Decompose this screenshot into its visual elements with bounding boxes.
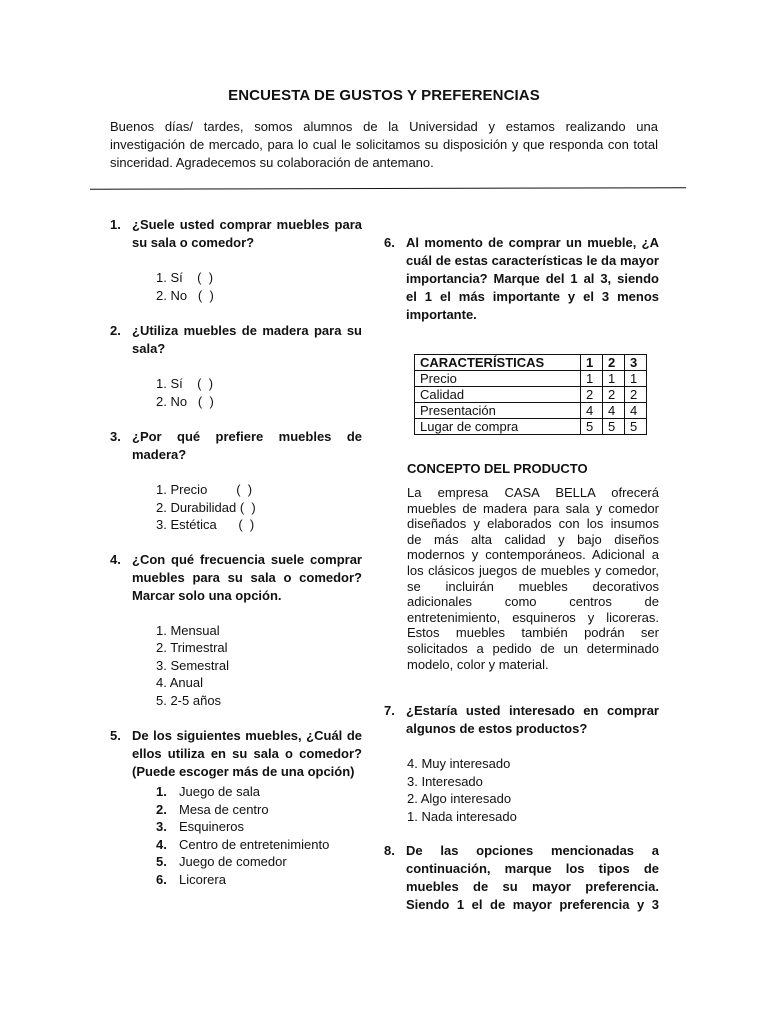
option-number: 5. bbox=[156, 854, 167, 869]
option[interactable]: 1. Mensual bbox=[156, 622, 220, 638]
question-7 bbox=[384, 702, 659, 738]
option[interactable]: 3. Semestral bbox=[156, 657, 229, 673]
table-row bbox=[415, 371, 647, 387]
question-number: 4. bbox=[110, 551, 121, 567]
table-cell[interactable]: 5 bbox=[603, 419, 625, 435]
table-cell[interactable]: 1 bbox=[581, 371, 603, 387]
right-column bbox=[384, 234, 659, 914]
table-cell: Lugar de compra bbox=[415, 419, 581, 435]
table-cell[interactable]: 4 bbox=[625, 403, 647, 419]
option-number: 4. bbox=[156, 836, 167, 852]
option-label: Licorera bbox=[179, 871, 226, 887]
document-title: ENCUESTA DE GUSTOS Y PREFERENCIAS bbox=[228, 87, 540, 104]
table-cell: Precio bbox=[415, 371, 581, 387]
option[interactable]: 4. Anual bbox=[156, 675, 203, 690]
option[interactable]: 4. Muy interesado bbox=[407, 756, 511, 772]
question-text: De las opciones mencionadas a continuación, marque los tipos de muebles de su mayor preferencia. Siendo 1 el de mayor preferencia y 3 bbox=[406, 843, 659, 913]
option[interactable]: 5. 2-5 años bbox=[156, 692, 222, 708]
option-number: 1. bbox=[156, 784, 167, 799]
option-label: Mesa de centro bbox=[179, 801, 269, 817]
question-2-options bbox=[156, 375, 362, 410]
question-text: ¿Suele usted comprar muebles para su sala o comedor? bbox=[132, 217, 362, 250]
table-cell[interactable]: 4 bbox=[581, 403, 603, 419]
left-column bbox=[110, 216, 362, 888]
option-label: Juego de sala bbox=[179, 784, 260, 799]
question-text: ¿Utiliza muebles de madera para su sala? bbox=[132, 323, 362, 356]
table-cell[interactable]: 5 bbox=[625, 419, 647, 435]
table-cell[interactable]: 5 bbox=[581, 419, 603, 435]
option[interactable] bbox=[156, 871, 362, 889]
table-header: 2 bbox=[603, 355, 625, 371]
table-cell[interactable]: 1 bbox=[603, 371, 625, 387]
option[interactable]: 3. Estética ( ) bbox=[156, 517, 255, 532]
option-label: Centro de entretenimiento bbox=[179, 836, 330, 852]
question-1-options bbox=[156, 269, 362, 304]
option[interactable]: 2. Trimestral bbox=[156, 640, 228, 655]
option[interactable]: 2. No ( ) bbox=[156, 393, 214, 409]
table-header-row bbox=[415, 355, 647, 371]
table-row bbox=[415, 403, 647, 419]
question-6 bbox=[384, 234, 659, 324]
option[interactable] bbox=[156, 836, 362, 854]
option-number: 2. bbox=[156, 801, 167, 817]
table-header: 3 bbox=[625, 355, 647, 371]
question-2 bbox=[110, 322, 362, 358]
question-number: 6. bbox=[384, 235, 395, 250]
option[interactable]: 1. Precio ( ) bbox=[156, 482, 253, 497]
table-header: 1 bbox=[581, 355, 603, 371]
question-text: De los siguientes muebles, ¿Cuál de ellos utiliza en su sala o comedor? (Puede escoger más de una opción) bbox=[132, 728, 362, 779]
option[interactable] bbox=[156, 783, 362, 801]
table-cell[interactable]: 2 bbox=[603, 387, 625, 403]
question-number: 7. bbox=[384, 703, 395, 719]
option-label: Juego de comedor bbox=[179, 854, 287, 869]
question-3-options bbox=[156, 481, 362, 534]
option[interactable]: 1. Sí ( ) bbox=[156, 270, 214, 285]
option[interactable] bbox=[156, 801, 362, 819]
question-text: ¿Con qué frecuencia suele comprar muebles para su sala o comedor? Marcar solo una opción. bbox=[132, 551, 362, 603]
question-text: ¿Por qué prefiere muebles de madera? bbox=[132, 429, 362, 462]
question-3 bbox=[110, 428, 362, 464]
characteristics-table bbox=[414, 354, 647, 435]
divider-line bbox=[90, 187, 686, 190]
option[interactable]: 1. Nada interesado bbox=[407, 808, 517, 824]
question-number: 8. bbox=[384, 843, 395, 859]
table-cell[interactable]: 4 bbox=[603, 403, 625, 419]
option-number: 6. bbox=[156, 871, 167, 887]
question-text: ¿Estaría usted interesado en comprar algunos de estos productos? bbox=[406, 703, 659, 737]
option[interactable]: 2. Algo interesado bbox=[407, 791, 512, 807]
question-text: Al momento de comprar un mueble, ¿A cuál de estas características le da mayor importancia? Marque del 1 al 3, siendo el 1 el más importante y el 3 menos importante. bbox=[406, 235, 659, 322]
table-cell[interactable]: 1 bbox=[625, 371, 647, 387]
table-row bbox=[415, 387, 647, 403]
question-number: 3. bbox=[110, 429, 121, 444]
option[interactable]: 2. Durabilidad ( ) bbox=[156, 499, 256, 515]
question-4-options bbox=[156, 622, 362, 710]
question-5 bbox=[110, 727, 362, 781]
table-cell: Calidad bbox=[415, 387, 581, 403]
option[interactable] bbox=[156, 818, 362, 836]
table-cell: Presentación bbox=[415, 403, 581, 419]
question-1 bbox=[110, 216, 362, 252]
question-4 bbox=[110, 551, 362, 605]
question-number: 2. bbox=[110, 323, 121, 338]
question-number: 5. bbox=[110, 728, 121, 743]
question-5-options bbox=[156, 783, 362, 888]
concepto-paragraph: La empresa CASA BELLA ofrecerá muebles de madera para sala y comedor diseñados y elaborados con los insumos de más alta calidad y bajo diseños modernos y contemporáneos. Adicional a los clásicos juegos de muebles y comedor, se incluirán muebles decorativos adicionales como centros de entretenimiento, esquineros y licoreras. Estos muebles también podrán ser solicitados a pedido de un determinado modelo, color y material. bbox=[407, 485, 659, 672]
option[interactable]: 2. No ( ) bbox=[156, 287, 214, 303]
question-7-options bbox=[407, 755, 659, 825]
option[interactable]: 3. Interesado bbox=[407, 773, 483, 789]
concepto-heading: CONCEPTO DEL PRODUCTO bbox=[407, 461, 588, 476]
option-number: 3. bbox=[156, 819, 167, 834]
question-8 bbox=[384, 842, 659, 914]
option-label: Esquineros bbox=[179, 819, 245, 834]
table-header: CARACTERÍSTICAS bbox=[415, 355, 581, 371]
option[interactable]: 1. Sí ( ) bbox=[156, 376, 214, 391]
question-number: 1. bbox=[110, 217, 121, 232]
table-cell[interactable]: 2 bbox=[625, 387, 647, 403]
intro-paragraph: Buenos días/ tardes, somos alumnos de la Universidad y estamos realizando una investigación de mercado, para lo cual le solicitamos su disposición y que responda con total sinceridad. Agradecemos su colaboración de antemano. bbox=[110, 119, 658, 170]
table-cell[interactable]: 2 bbox=[581, 387, 603, 403]
table-row bbox=[415, 419, 647, 435]
option[interactable] bbox=[156, 853, 362, 871]
